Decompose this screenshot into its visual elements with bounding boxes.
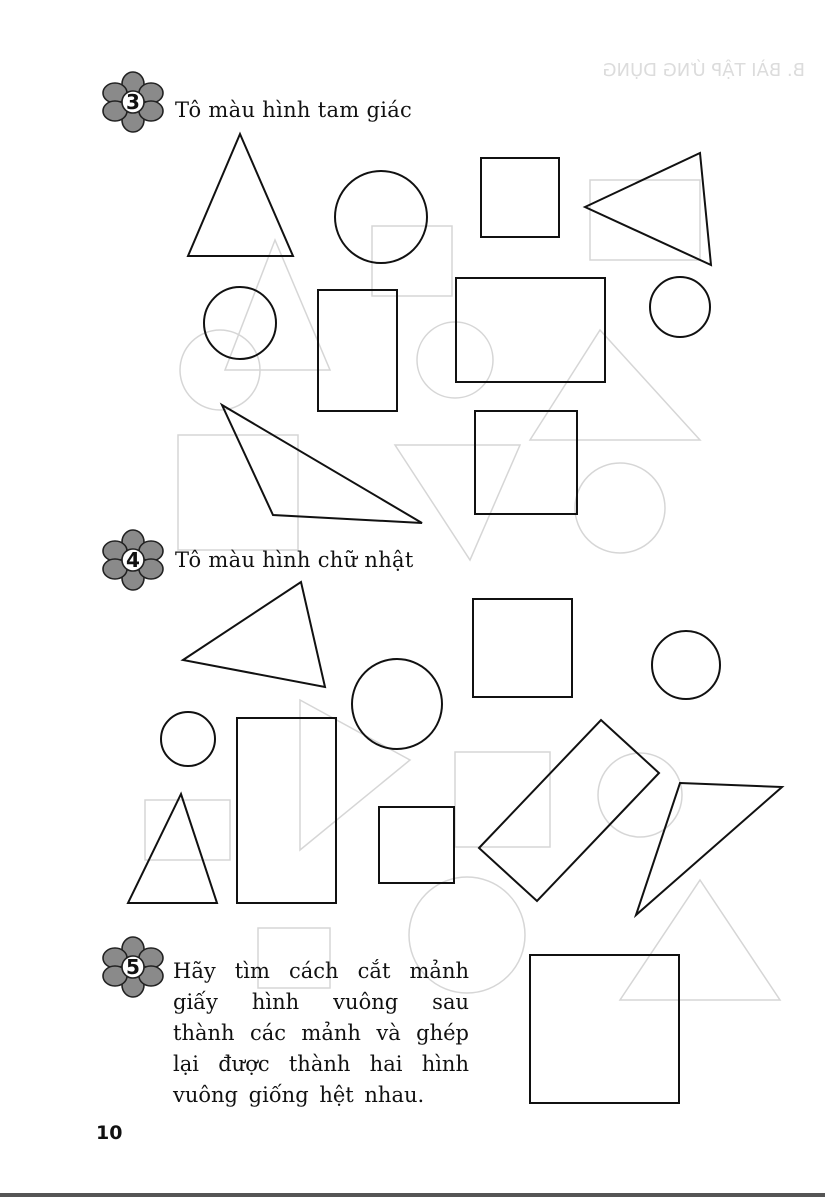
triangle-shape[interactable] [188, 134, 293, 256]
triangle-shape[interactable] [128, 794, 217, 903]
circle-shape[interactable] [335, 171, 427, 263]
bottom-rule [0, 1193, 825, 1197]
circle-shape[interactable] [652, 631, 720, 699]
rectangle-shape[interactable] [318, 290, 397, 411]
rectangle-shape[interactable] [479, 720, 659, 901]
exercise-4-shapes [128, 582, 782, 915]
rectangle-shape[interactable] [456, 278, 605, 382]
exercise-3-number: 3 [126, 90, 140, 114]
triangle-shape[interactable] [222, 405, 422, 523]
circle-shape[interactable] [204, 287, 276, 359]
exercise-4-instruction: Tô màu hình chữ nhật [175, 548, 414, 572]
page-number: 10 [96, 1122, 123, 1144]
square-shape[interactable] [473, 599, 572, 697]
triangle-shape[interactable] [183, 582, 325, 687]
exercise-5-instruction: Hãy tìm cách cắt mảnh giấy hình vuông sau thành các mảnh và ghép lại được thành hai hình vuông giống hệt nhau. [173, 959, 469, 1107]
rectangle-shape[interactable] [237, 718, 336, 903]
exercise-3-instruction: Tô màu hình tam giác [175, 98, 413, 122]
square-shape[interactable] [475, 411, 577, 514]
triangle-shape[interactable] [636, 783, 782, 915]
svg-text:B. BÀI TẬP ỨNG DỤNG: B. BÀI TẬP ỨNG DỤNG [602, 60, 805, 81]
exercise-5-number: 5 [126, 955, 140, 979]
paper-square-shape[interactable] [530, 955, 679, 1103]
square-shape[interactable] [481, 158, 559, 237]
circle-shape[interactable] [650, 277, 710, 337]
square-shape[interactable] [379, 807, 454, 883]
circle-shape[interactable] [352, 659, 442, 749]
exercise-4-number: 4 [126, 548, 140, 572]
circle-shape[interactable] [161, 712, 215, 766]
triangle-shape[interactable] [585, 153, 711, 265]
exercise-3-shapes [188, 134, 711, 523]
